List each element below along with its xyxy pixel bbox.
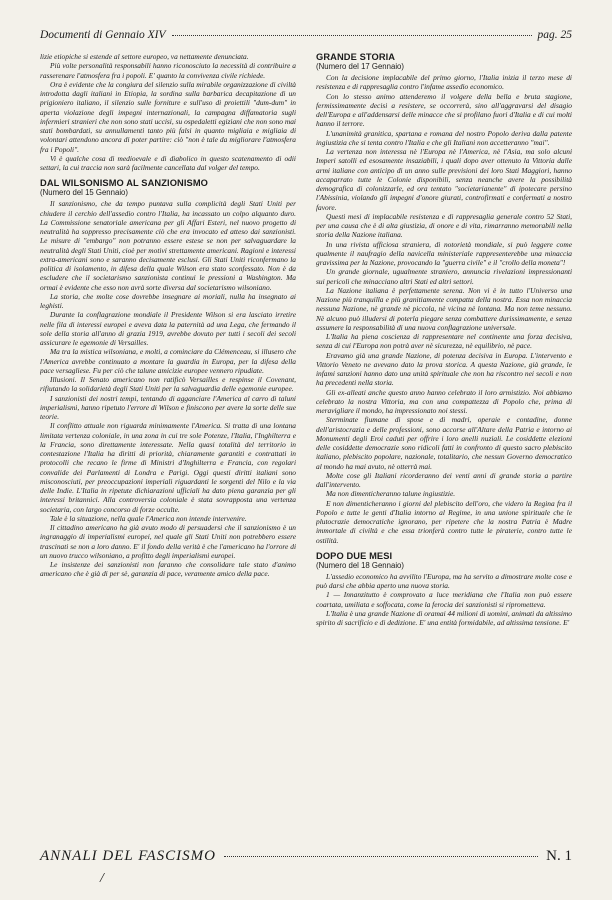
paragraph: Con la decisione implacabile del primo giorno, l'Italia inizia il terzo mese di resistenza e di rappresaglia contro l'infame assedio economico.	[316, 73, 572, 92]
paragraph: Sterminate fiumane di spose e di madri, operaie e contadine, donne dell'aristocrazia e delle professioni, sono accorse all'Altare della Patria e intorno ai Monumenti degli Eroi caduti per offrire i loro anelli nuziali. Le cosiddette elezioni delle cosiddette democrazie sono ridicoli fatti in confronto di questo sacro plebiscito italiano, plebiscito popolare, nazionale, totalitario, che nessun Governo democratico al mondo ha mai avuto, nè otterrà mai.	[316, 415, 572, 471]
paragraph: Questi mesi di implacabile resistenza e di rappresaglia generale contro 52 Stati, per una causa che è di alta giustizia, di onore e di vita, rimarranno memorabili nella storia della Nazione italiana.	[316, 211, 572, 240]
paragraph: Il conflitto attuale non riguarda minimamente l'America. Si tratta di una lontana limitata vertenza coloniale, in una zona in cui tre sole Potenze, l'Italia, l'Inghilterra e la Francia, sono direttamente interessate. Nella quasi totalità del territorio in contestazione l'Italia ha diritti di priorità, chiaramente garantiti e contrattati in protocolli che recano le firme di Ministri d'Inghilterra e Francia, con regolari convalide dei Parlamenti di Londra e Parigi. Oggi questi diritti italiani sono misconosciuti, per preoccupazioni imperiali riguardanti le sorgenti del Nilo e la via delle Indie. L'Italia in ripetute dichiarazioni ufficiali ha dato piena garanzia per gli interessi britannici. Alla controversia coloniale è stata sovrapposta una vertenza societaria, con largo concorso di forze occulte.	[40, 421, 296, 514]
paragraph: Vi è qualche cosa di medioevale e di diabolico in questo scatenamento di odii settari, la cui traccia non sarà facilmente cancellata dal volger del tempo.	[40, 153, 296, 172]
dateline: (Numero del 17 Gennaio)	[316, 62, 404, 71]
paragraph: Durante la conflagrazione mondiale il Presidente Wilson si era lasciato irretire nelle fila di interessi europei e aveva data la paternità ad una Lega, che fermando il sole della storia all'anno di grazia 1919, avrebbe dovuto per tutti i secoli dei secoli assicurare le egemonie di Versailles.	[40, 310, 296, 347]
dateline: (Numero del 18 Gennaio)	[316, 560, 404, 570]
paragraph: In una rivista ufficiosa straniera, di notorietà mondiale, si può leggere come qualmente il naufragio della navicella ministeriale rappresenterebbe una minaccia gravissima per la Nazione, provocando la "guerra civile" e il "crollo della moneta"!	[316, 239, 572, 267]
paragraph: Illusioni. Il Senato americano non ratificò Versailles e respinse il Covenant, rifiutando la solidarietà degli Stati Uniti per la salvaguardia delle egemonie europee.	[40, 375, 296, 394]
paragraph: 1 — Innanzitutto è comprovato a luce meridiana che l'Italia non può essere coartata, umiliata e soffocata, come la ferocia dei sanzionisti si ripromettevа.	[316, 590, 572, 609]
paragraph: La storia, che molte cose dovrebbe insegnare ai moriali, nulla ha insegnato ai leghisti.	[40, 291, 296, 310]
paragraph: La Nazione italiana è perfettamente serena. Non vi è in tutto l'Universo una Nazione più tranquilla e più granitiamente compatta della nostra. Essa non minaccia nessuna Nazione, nè grande nè piccola, nè vicina nè lontana. Ma non teme nessuno. Nè alcuno può illudersi di poterla piegare senza combattere durissimamente, e senza assumere la responsabilità di una nuova conflagrazione universale.	[316, 285, 572, 332]
paragraph: Un grande giornale, ugualmente straniero, annuncia rivelazioni impressionanti sui pericoli che minacciano altri Stati ed altri settori.	[316, 267, 572, 286]
paragraph: Eravamo già una grande Nazione, di potenza decisiva in Europa. L'intervento e Vittorio Veneto ne avevano dato la prova storica. A questa Nazione, già grande, le infami sanzioni hanno dato una unità spirituale che non ha riscontro nei secoli e non ha precedenti nella storia.	[316, 350, 572, 388]
publication-title: ANNALI DEL FASCISMO	[40, 847, 216, 864]
paragraph: Ora è evidente che la congiura del silenzio sulla mirabile organizzazione di civiltà introdotta dagli italiani in Etiopia, la sordina sulla barbarica decapitazione di un prigioniero italiano, il silenzio sulle forniture e sull'uso di proiettili "dum-dum" in aperta violazione degli impegni internazionali, la campagna diffamatoria sugli infermieri stranieri che non sono stati uccisi, su ospedaletti egiziani che non sono mai stati bombardati, su annullamenti tanto più falsi in quanto migliaia e migliaia di volontari attendono ancora di poter partire: ciò "non è tale da migliorare l'atmosfera fra i Popoli".	[40, 79, 296, 154]
footer	[40, 848, 572, 864]
margin-mark: /	[100, 871, 104, 886]
paragraph: Il cittadino americano ha già avuto modo di persuadersi che il sanzionismo è un ingranaggio di imperialismi europei, nel quale gli Stati Uniti non potrebbero essere trascinati se non a loro danno. E' il fondo della verità è che l'americano ha l'orrore di un nuovo truccо wilsoniano, a profitto degli imperialismi europei.	[40, 523, 296, 560]
issue-number: N. 1	[546, 847, 572, 864]
paragraph: I sanzionisti dei nostri tempi, tentando di agganciare l'America al carro di taluni imperialismi, hanno ripetuto l'errore di Wilson e finiscono per avere la sorte delle sue teorie.	[40, 393, 296, 421]
page-number: pag. 25	[537, 29, 572, 41]
footer-rule	[224, 856, 538, 857]
dateline: (Numero del 15 Gennaio)	[40, 188, 128, 198]
paragraph: Ma non dimenticheranno talune ingiustizie.	[326, 489, 456, 499]
paragraph: L'unanimità granitica, spartana e romana del nostro Popolo deriva dalla patente ingiustizia che si tenta contro l'Italia e che gli Italiani non accetteranno "mai".	[316, 128, 572, 147]
paragraph: Gli ex-alleati anche questo anno hanno celebrato il loro armistizio. Noi abbiamo celebrato la nostra Vittoria, ma con una compattezza di Popolo che, prima di meravigliare il mondo, ha impressionato noi stessi.	[316, 387, 572, 415]
paragraph: Ma tra la mistica wilsoniana, e molti, a cominciare da Clémenceau, si illusero che l'America avrebbe continuato a montare la guardia in Europa, per la difesa della pace versagliese. Fu per ciò che talune amicizie europee vennero ripudiate.	[40, 347, 296, 375]
paragraph: Il sanzionismo, che da tempo puntava sulla complicità degli Stati Uniti per chiudere il cerchio dell'assedio contro l'Italia, ha incassato un colpo alquanto duro. La Commissione senatoriale americana per gli Affari Esteri, nel nuovo progetto di neutralità ha soppresso precisamente ciò che era invocato ed atteso dai sanzionisti. Le misure di "embargo" non potranno essere estese se non per salvaguardare la neutralità degli Stati Uniti, cioè per motivi strettamente americani. Ragioni e interessi extra-americani sono e saranno decisamente esclusi. Gli Stati Uniti riconfermano la politica di isolamento, in difesa della quale Wilson era stato sconfessato. Non è da escludere che il societarismo sanzionista continui le pressioni a Washington. Ma ormai è evidente che esso non avrà sorte diversa dal societarismo wilsoniano.	[40, 199, 296, 292]
left-column	[40, 52, 296, 842]
section-heading: DAL WILSONISMO AL SANZIONISMO	[40, 178, 209, 189]
paragraph: lizie etiopiche si estende al settore europeo, va nettamente denunciata.	[40, 52, 249, 61]
paragraph: L'Italia è una grande Nazione di oramai 44 milioni di uomini, animati da altissimo spirito di sacrificio e di dedizione. E' una entità formidabile, ad altissima tensione. E'	[316, 608, 572, 627]
paragraph: La vertenza non interessa nè l'Europa nè l'America, nè l'Asia, ma solo alcuni Imperi satolli ed esosamente insaziabili, i quali dopo aver ottenuto la Vittoria dalle armi italiane con anticipo di un anno sulle previsioni dei loro Stati Maggiori, hanno accaparrato tutte le Colonie disponibili, senza neanche avere la possibilità demografica di colonizzarle, ed ora tentato "societarianente" di ipotecare persino l'Abissinia, violando gli impegni d'onore giurati, controfirmati e confermati a nostro favore.	[316, 147, 572, 212]
running-head	[40, 28, 572, 42]
right-column	[316, 52, 572, 842]
paragraph: L'assedio economico ha avvilito l'Europa, ma ha servito a dimostrare molte cose e può darsi che abbia aperto una nuova storia.	[316, 571, 572, 590]
paragraph: Con lo stesso animo attenderemo il volgere della bella e bruta stagione, fermissimamente decisi a resistere, se occorrerà, sino all'aggravarsi del disagio dell'Europa e all'addensarsi delle minacce che si profilano fuori d'Italia e di cui molti hanno il terrore.	[316, 91, 572, 129]
header-rule	[172, 35, 532, 36]
section-heading: GRANDE STORIA	[316, 52, 396, 62]
paragraph: Più volte personalità responsabili hanno riconosciuto la necessità di contribuire a rasserenare l'atmosfera fra i popoli. E' quanto la convivenza civile richiede.	[40, 61, 296, 80]
paragraph: Molte cose gli Italiani ricorderanno dei venti anni di grande storia a partire dall'intervento.	[316, 470, 572, 489]
paragraph: L'Italia ha piena coscienza di rappresentare nel continente una forza decisiva, senza di cui l'Europa non potrà aver nè sicurezza, nè equilibrio, nè pace.	[316, 332, 572, 351]
paragraph: Le insistenze dei sanzionisti non faranno che consolidare tale stato d'animo americano che è già di per sè, garanzia di pace, veramente amico della pace.	[40, 560, 296, 579]
section-heading: DOPO DUE MESI	[316, 550, 393, 561]
paragraph: Tale è la situazione, nella quale l'America non intende intervenire.	[50, 513, 247, 523]
paragraph: E non dimenticheranno i giorni del plebiscito dell'oro, che videro la Regina fra il Popolo e tutte le genti d'Italia intorno al Regime, in una unione spirituale che le plutocrazie democratiche ignorano, per ripetere che la nostra Patria è Madre immortale di civiltà e che essa trionferà contro tutte le piraterie, contro tutte le ostilità.	[316, 498, 572, 545]
text-columns	[40, 52, 572, 842]
journal-title: Documenti di Gennaio XIV	[40, 29, 166, 41]
